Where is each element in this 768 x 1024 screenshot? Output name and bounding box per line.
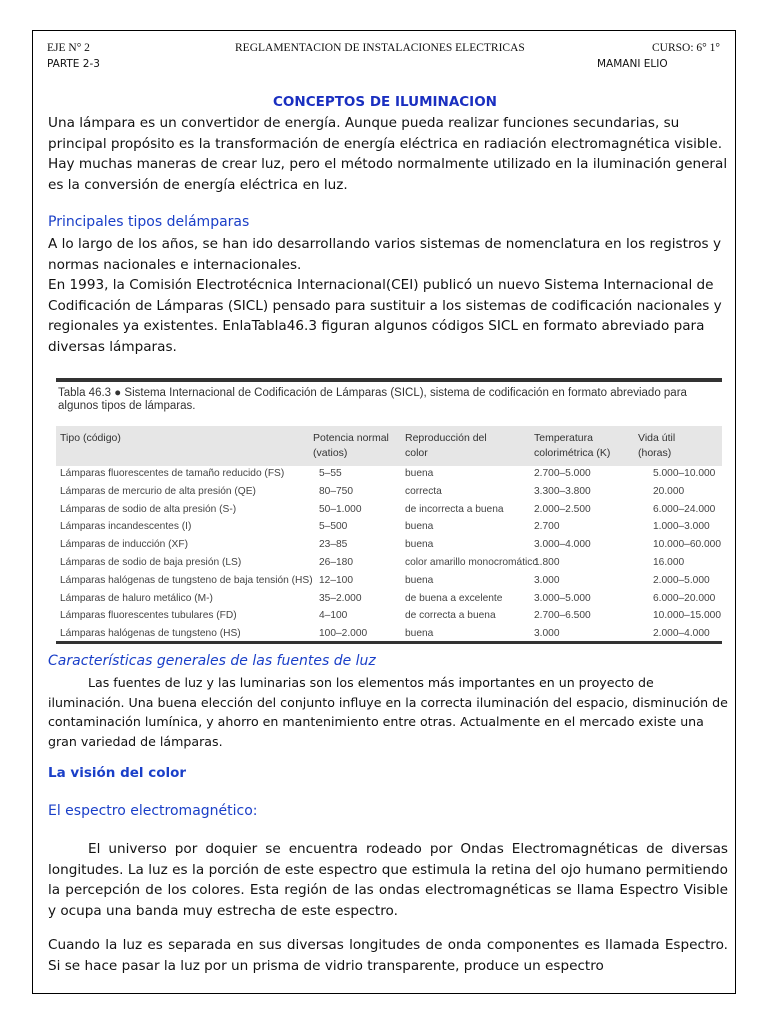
table-row — [56, 555, 722, 573]
table-cell: 50–1.000 — [319, 503, 362, 515]
section-title-espectro: El espectro electromagnético: — [48, 803, 258, 819]
table-cell: buena — [405, 468, 434, 479]
table-cell: 4–100 — [319, 610, 348, 622]
table-cell: Lámparas de haluro metálico (M-) — [60, 592, 213, 604]
table-cell: 100–2.000 — [319, 628, 368, 640]
table-cell: 10.000–60.000 — [653, 539, 721, 551]
table-row — [56, 537, 722, 555]
table-cell: 5.000–10.000 — [653, 468, 716, 479]
table-cell: 1.800 — [534, 557, 560, 568]
table-cell: buena — [405, 628, 434, 640]
header-curso: CURSO: 6° 1° — [652, 42, 720, 54]
table-row — [56, 608, 722, 626]
intro-paragraph: Una lámpara es un convertidor de energía. Aunque pueda realizar funciones secundarias, su principal propósito es la transformación de energía eléctrica en radiación electromagnética visible. Hay muchas maneras de crear luz, pero el método normalmente utilizado en la iluminación general es la conversión de energía eléctrica en luz. — [48, 115, 728, 193]
table-caption: Tabla 46.3 ● Sistema Internacional de Codificación de Lámparas (SICL), sistema de codificación en formato abreviado para algunos tipos de lámparas. — [58, 387, 687, 412]
table-cell: 80–750 — [319, 485, 353, 497]
table-cell: Lámparas halógenas de tungsteno de baja tensión (HS) — [60, 574, 313, 586]
table-cell: Lámparas fluorescentes de tamaño reducido (FS) — [60, 468, 285, 479]
table-header-line1: Tipo (código) — [60, 432, 121, 444]
table-cell: 23–85 — [319, 539, 348, 551]
table-header-2 — [405, 431, 487, 461]
table-header-0 — [60, 431, 121, 446]
header-title: REGLAMENTACION DE INSTALACIONES ELECTRICAS — [235, 42, 525, 54]
espectro-paragraph-1: El universo por doquier se encuentra rodeado por Ondas Electromagnéticas de diversas longitudes. La luz es la porción de este espectro que estimula la retina del ojo humano permitiendo la percepción de los colores. Esta región de las ondas electromagnéticas se llama Espectro Visible y ocupa una banda muy estrecha de este espectro. — [48, 841, 728, 919]
table-cell: 5–500 — [319, 521, 348, 533]
table-cell: 1.000–3.000 — [653, 521, 710, 533]
caracteristicas-paragraph: Las fuentes de luz y las luminarias son los elementos más importantes en un proyecto de iluminación. Una buena elección del conjunto influye en la correcta iluminación del espacio, disminución de contaminación lumínica, y ahorro en mantenimiento entre otras. Actualmente en el mercado existe una gran variedad de lámparas. — [48, 675, 728, 749]
table-cell: 20.000 — [653, 485, 685, 497]
section-title-vision-color: La visión del color — [48, 765, 187, 781]
table-row — [56, 519, 722, 537]
table-cell: 2.000–5.000 — [653, 574, 710, 586]
table-row — [56, 466, 722, 484]
table-cell: 6.000–20.000 — [653, 592, 716, 604]
table-cell: color amarillo monocromático — [405, 557, 539, 568]
table-cell: buena — [405, 574, 434, 586]
table-cell: 3.300–3.800 — [534, 485, 591, 497]
table-cell: 2.700 — [534, 521, 560, 533]
table-cell: de incorrecta a buena — [405, 503, 504, 515]
table-header-line2: colorimétrica (K) — [534, 447, 611, 459]
page-title: CONCEPTOS DE ILUMINACION — [273, 94, 497, 110]
table-cell: 3.000 — [534, 574, 560, 586]
table-header-line1: Reproducción del — [405, 432, 487, 444]
table-bottom-rule — [56, 641, 722, 644]
table-cell: 3.000–4.000 — [534, 539, 591, 551]
header-parte: PARTE 2-3 — [47, 58, 100, 70]
sicl-table — [56, 378, 722, 645]
table-cell: Lámparas incandescentes (I) — [60, 521, 192, 533]
table-row — [56, 591, 722, 609]
table-header-row — [56, 426, 722, 466]
table-cell: Lámparas de sodio de alta presión (S-) — [60, 503, 237, 515]
table-cell: 6.000–24.000 — [653, 503, 716, 515]
table-cell: correcta — [405, 485, 442, 497]
table-header-3 — [534, 431, 610, 461]
table-cell: 2.000–2.500 — [534, 503, 591, 515]
table-row — [56, 484, 722, 502]
table-cell: 16.000 — [653, 557, 685, 568]
document-page — [32, 30, 736, 994]
table-cell: buena — [405, 539, 434, 551]
table-header-1 — [313, 431, 389, 461]
espectro-paragraph-2: Cuando la luz es separada en sus diversas longitudes de onda componentes es llamada Espectro. Si se hace pasar la luz por un prisma de vidrio transparente, produce un espectro — [48, 937, 728, 974]
table-cell: 3.000 — [534, 628, 560, 640]
table-header-line1: Vida útil — [638, 432, 676, 444]
table-cell: 5–55 — [319, 468, 342, 479]
table-cell: 26–180 — [319, 557, 353, 568]
table-cell: 12–100 — [319, 574, 353, 586]
table-cell: Lámparas de mercurio de alta presión (QE) — [60, 485, 256, 497]
table-cell: 2.000–4.000 — [653, 628, 710, 640]
table-cell: 2.700–5.000 — [534, 468, 591, 479]
header-eje: EJE N° 2 — [47, 42, 90, 54]
table-cell: de correcta a buena — [405, 610, 496, 622]
table-cell: Lámparas de inducción (XF) — [60, 539, 188, 551]
table-row — [56, 573, 722, 591]
table-cell: de buena a excelente — [405, 592, 503, 604]
table-header-4 — [638, 431, 675, 461]
table-cell: 3.000–5.000 — [534, 592, 591, 604]
table-cell: Lámparas halógenas de tungsteno (HS) — [60, 628, 241, 640]
table-top-rule — [56, 378, 722, 382]
table-header-line2: (horas) — [638, 447, 672, 459]
table-cell: 10.000–15.000 — [653, 610, 721, 622]
tipos-paragraph-2: En 1993, la Comisión Electrotécnica Internacional(CEI) publicó un nuevo Sistema Internacional de Codificación de Lámparas (SICL) pensado para sustituir a los sistemas de codificación nacionales y regionales ya existentes. EnlaTabla46.3 figuran algunos códigos SICL en formato abreviado para diversas lámparas. — [48, 277, 722, 355]
table-header-line2: (vatios) — [313, 447, 348, 459]
section-title-caracteristicas: Características generales de las fuentes de luz — [48, 653, 376, 669]
tipos-paragraph-1: A lo largo de los años, se han ido desarrollando varios sistemas de nomenclatura en los registros y normas nacionales e internacionales. — [48, 236, 722, 273]
table-cell: Lámparas fluorescentes tubulares (FD) — [60, 610, 237, 622]
table-header-line2: color — [405, 447, 428, 459]
table-cell: 35–2.000 — [319, 592, 362, 604]
section-title-tipos: Principales tipos delámparas — [48, 214, 250, 230]
table-cell: Lámparas de sodio de baja presión (LS) — [60, 557, 242, 568]
table-header-line1: Potencia normal — [313, 432, 389, 444]
table-header-line1: Temperatura — [534, 432, 593, 444]
header-autor: MAMANI ELIO — [597, 58, 668, 70]
table-cell: 2.700–6.500 — [534, 610, 591, 622]
table-cell: buena — [405, 521, 434, 533]
table-row — [56, 502, 722, 520]
